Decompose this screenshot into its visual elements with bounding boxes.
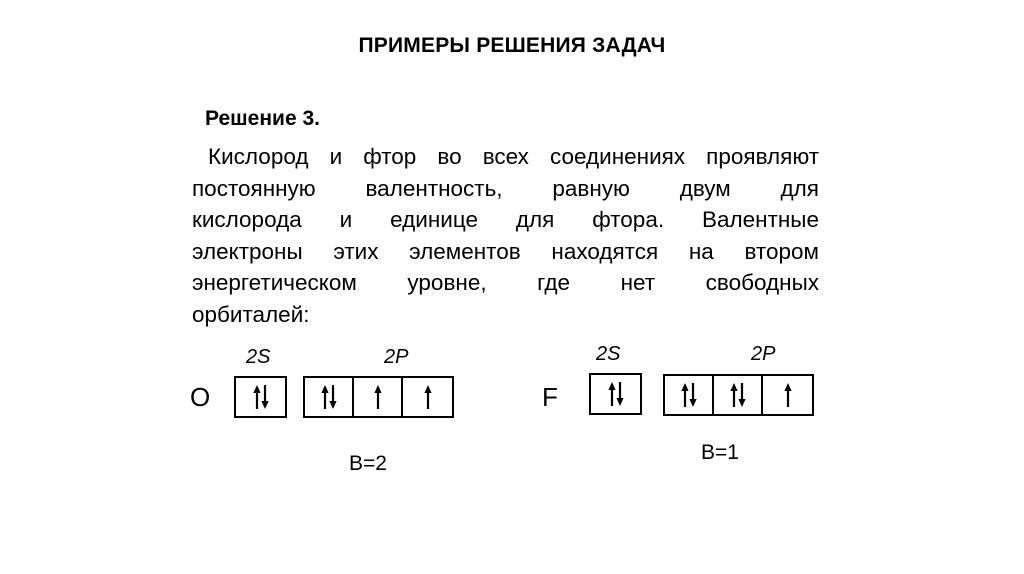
electron-pair-arrows bbox=[246, 382, 276, 412]
electron-pair-arrows bbox=[723, 380, 753, 410]
orbital-cell bbox=[403, 378, 452, 416]
oxygen-2p-label: 2P bbox=[384, 346, 409, 368]
oxygen-valence: В=2 bbox=[349, 452, 387, 475]
orbital-cell bbox=[236, 378, 285, 416]
orbital-cell bbox=[591, 375, 640, 413]
electron-up-arrow bbox=[363, 382, 393, 412]
oxygen-2s-orbital bbox=[234, 376, 287, 418]
solution-heading: Решение 3. bbox=[205, 107, 320, 130]
oxygen-2s-label: 2S bbox=[246, 346, 271, 368]
electron-up-arrow bbox=[773, 380, 803, 410]
orbital-cell bbox=[354, 378, 403, 416]
fluorine-2p-label: 2P bbox=[751, 343, 776, 365]
electron-pair-arrows bbox=[314, 382, 344, 412]
fluorine-valence: В=1 bbox=[701, 441, 739, 464]
orbital-cell bbox=[665, 376, 714, 414]
electron-pair-arrows bbox=[674, 380, 704, 410]
orbital-cell bbox=[305, 378, 354, 416]
paragraph-line: электроны этих элементов находятся на втором bbox=[192, 238, 819, 264]
orbital-cell bbox=[763, 376, 812, 414]
fluorine-2s-orbital bbox=[589, 373, 642, 415]
paragraph-line: энергетическом уровне, где нет свободных bbox=[192, 270, 819, 295]
paragraph-line: орбиталей: bbox=[192, 301, 310, 327]
oxygen-symbol: O bbox=[190, 382, 211, 412]
oxygen-2p-orbitals bbox=[303, 376, 454, 418]
electron-up-arrow bbox=[413, 382, 443, 412]
fluorine-2s-label: 2S bbox=[596, 343, 621, 365]
electron-pair-arrows bbox=[601, 379, 631, 409]
fluorine-symbol: F bbox=[542, 382, 558, 412]
fluorine-2p-orbitals bbox=[663, 374, 814, 416]
paragraph-line: кислорода и единице для фтора. Валентные bbox=[192, 207, 819, 232]
orbital-cell bbox=[714, 376, 763, 414]
paragraph-line: постоянную валентность, равную двум для bbox=[192, 175, 819, 201]
page-title: ПРИМЕРЫ РЕШЕНИЯ ЗАДАЧ bbox=[358, 34, 666, 57]
explanation-paragraph bbox=[192, 141, 819, 330]
paragraph-line: Кислород и фтор во всех соединениях проявляют bbox=[208, 144, 819, 169]
